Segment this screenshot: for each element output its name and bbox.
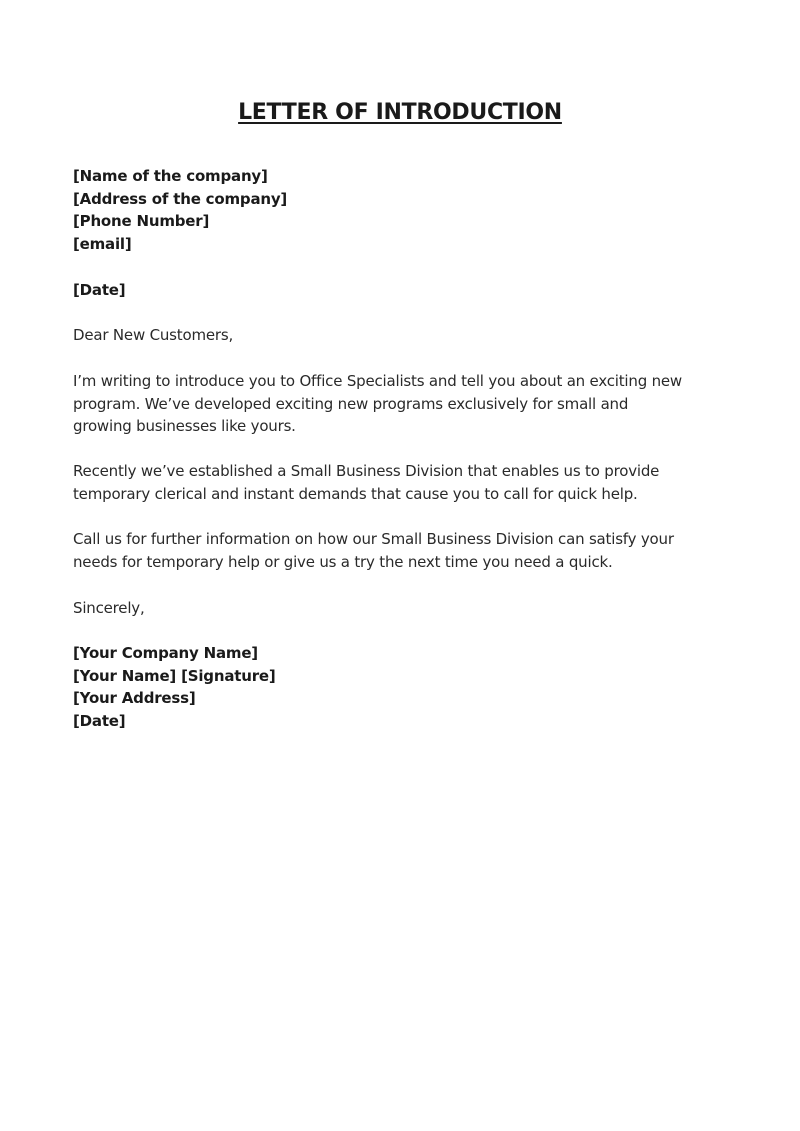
letter-title: LETTER OF INTRODUCTION <box>238 100 562 125</box>
sender-block <box>73 165 733 256</box>
signature-address: [Your Address] <box>73 689 196 708</box>
sender-phone: [Phone Number] <box>73 212 210 231</box>
sender-email: [email] <box>73 235 132 254</box>
sender-company-name: [Name of the company] <box>73 167 268 185</box>
signature-company-name: [Your Company Name] <box>73 644 258 662</box>
paragraph-line: Recently we’ve established a Small Business Division that enables us to provide <box>73 462 660 480</box>
paragraph-line: I’m writing to introduce you to Office Specialists and tell you about an exciting new <box>73 372 683 390</box>
closing: Sincerely, <box>73 599 145 617</box>
body-paragraph-1 <box>73 370 733 438</box>
paragraph-line: Call us for further information on how our Small Business Division can satisfy your <box>73 530 674 548</box>
body-paragraph-3 <box>73 528 733 573</box>
paragraph-line: growing businesses like yours. <box>73 417 296 436</box>
paragraph-line: temporary clerical and instant demands that cause you to call for quick help. <box>73 484 638 503</box>
paragraph-line: needs for temporary help or give us a try the next time you need a quick. <box>73 552 613 571</box>
date-block <box>73 279 733 302</box>
salutation: Dear New Customers, <box>73 326 234 344</box>
signature-name: [Your Name] [Signature] <box>73 666 276 685</box>
letter-date: [Date] <box>73 281 126 299</box>
closing-block <box>73 597 733 620</box>
signature-date: [Date] <box>73 712 126 731</box>
body-paragraph-2 <box>73 460 733 505</box>
salutation-block <box>73 324 733 347</box>
sender-company-address: [Address of the company] <box>73 189 288 208</box>
paragraph-line: program. We’ve developed exciting new programs exclusively for small and <box>73 394 629 413</box>
signature-block <box>73 642 733 733</box>
